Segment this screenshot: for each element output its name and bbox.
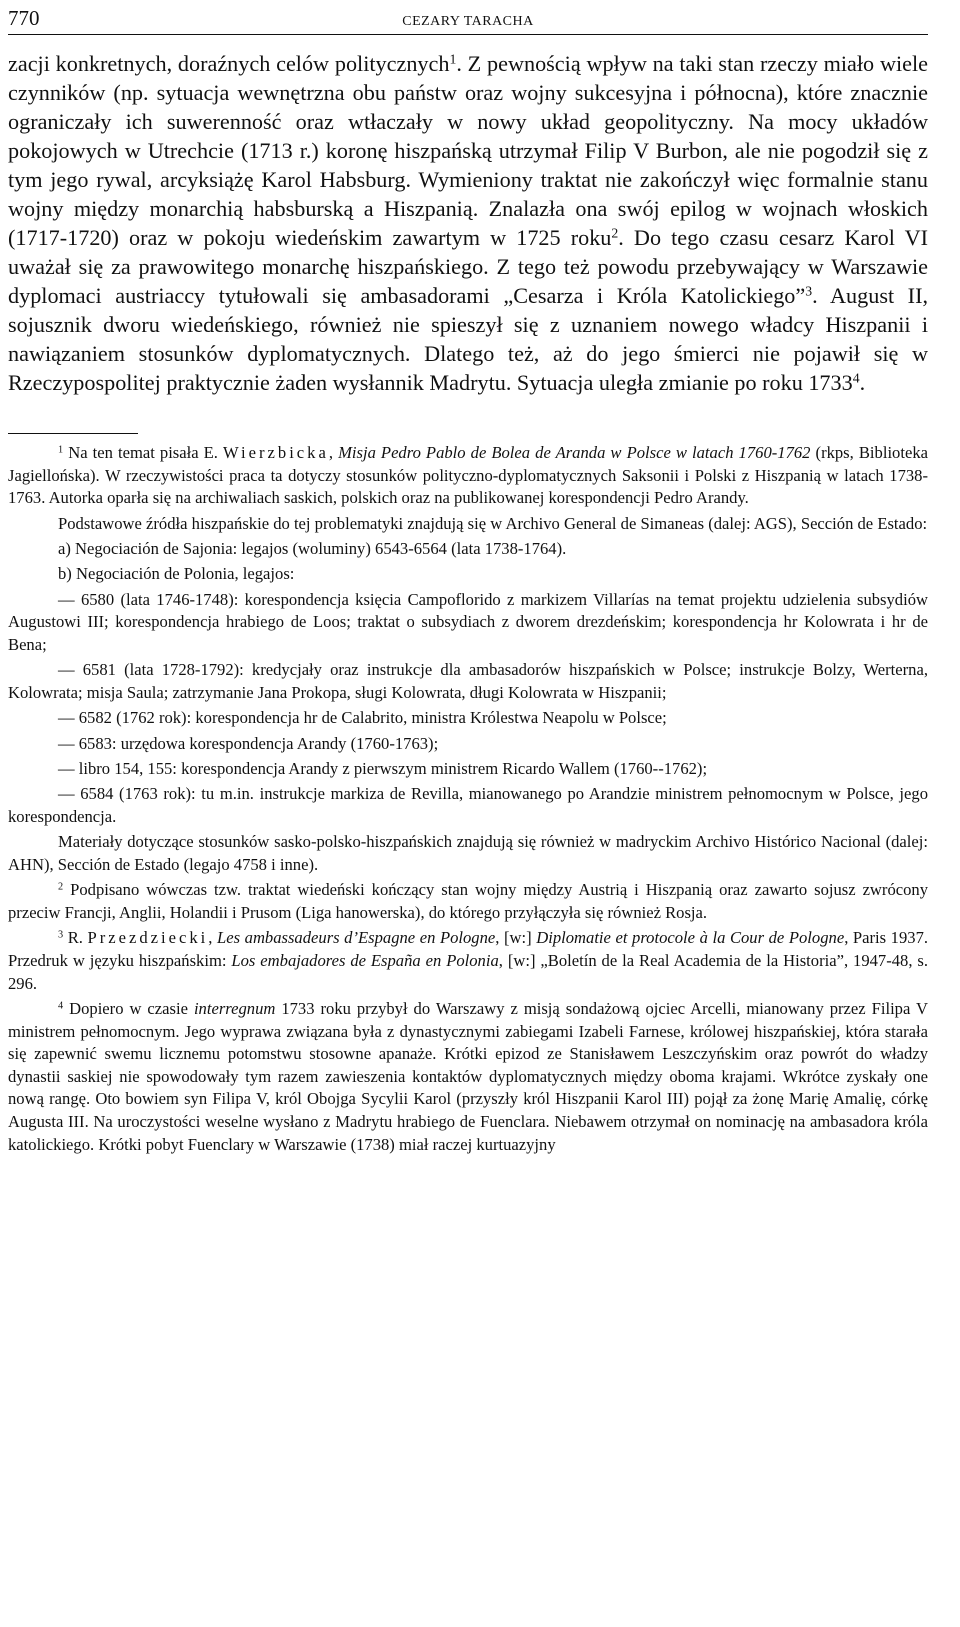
- body-text-segment: . Do tego czasu cesarz Karol VI uważał się za prawowitego monarchę hiszpańskiego. Z tego też powodu przebywający w Warszawie dyplomaci austriaccy tytułowali się ambasadorami „Cesarza i Króla Katolickiego”: [8, 225, 928, 308]
- footnote-text: Podpisano wówczas tzw. traktat wiedeński kończący stan wojny między Austrią i Hiszpanią oraz zawarto sojusz zwrócony przeciw Francji, Anglii, Holandii i Prusom (Liga hanowerska), do którego przyłączyła się również Rosja.: [8, 880, 928, 923]
- body-paragraph: [8, 49, 928, 397]
- footnote-list-item: — 6581 (lata 1728-1792): kredycjały oraz instrukcje dla ambasadorów hiszpańskich w Polsce; instrukcje Bolzy, Werterna, Kolowrata; misja Saula; zatrzymanie Jana Prokopa, sługi Kolowrata, długi Kolowrata w Hiszpanii;: [8, 660, 928, 702]
- footnote-text: 1733 roku przybył do Warszawy z misją sondażową ojciec Arcelli, mianowany przez Filipa V ministrem pełnomocnym. Jego wyprawa związana była z dynastycznymi zabiegami Izabeli Farnese, królowej hiszpańskiej, która starała się zapewnić swemu licznemu potomstwu stosowne apanaże. Krótki epizod ze Stanisławem Leszczyńskim oraz powrót do władzy dynastii saskiej nie spowodowały tym razem zawieszenia kontaktów dyplomatycznych między oboma krajami. Wkrótce zyskały one nową rangę. Oto bowiem syn Filipa V, król Obojga Sycylii Karol (przyszły król Hiszpanii Karol III) pojął za żonę Marię Amalię, córkę Augusta III. Na uroczystości weselne wysłano z Madrytu hrabiego de Fuenclara. Niebawem otrzymał on nominację na ambasadora króla katolickiego. Krótki pobyt Fuenclary w Warszawie (1738) miał raczej kurtuazyjny: [8, 999, 928, 1154]
- footnote-text: , [w:] „Boletín de la Real Academia de la Historia”, 1947-48, s. 296.: [8, 951, 929, 993]
- footnote-2: [8, 879, 928, 924]
- footnote-author: Wierzbicka: [223, 443, 329, 462]
- body-text-segment: . Z pewnością wpływ na taki stan rzeczy miało wiele czynników (np. sytuacja wewnętrzna obu państw oraz wojny sukcesyjna i północna), które znacznie ograniczały ich suwerenność oraz wtłaczały w nowy układ geopolityczny. Na mocy układów pokojowych w Utrechcie (1713 r.) koronę hiszpańską utrzymał Filip V Burbon, ale nie pogodził się z tym jego rywal, arcyksiążę Karol Habsburg. Wymieniony traktat nie zakończył więc formalnie stanu wojny między monarchią habsburską a Hiszpanią. Znalazła ona swój epilog w wojnach włoskich (1717-1720) oraz w pokoju wiedeńskim zawartym w 1725 roku: [8, 51, 928, 250]
- footnote-work-title: Les ambassadeurs d’Espagne en Pologne: [217, 928, 496, 948]
- footnote-list-item: b) Negociación de Polonia, legajos:: [58, 564, 295, 584]
- footnote-text: , Paris 1937. Przedruk w języku hiszpańskim:: [8, 928, 929, 971]
- body-text-segment: . August II, sojusznik dworu wiedeńskiego, również nie spieszył się z uznaniem nowego władcy Hiszpanii i nawiązaniem stosunków dyplomatycznych. Dlatego też, aż do jego śmierci nie pojawił się w Rzeczypospolitej praktycznie żaden wysłannik Madrytu. Sytuacja uległa zmianie po roku 1733: [8, 283, 929, 395]
- footnote-work-title: Los embajadores de España en Polonia: [231, 951, 499, 971]
- running-head: CEZARY TARACHA: [402, 14, 534, 29]
- body-text-segment: zacji konkretnych, doraźnych celów politycznych: [8, 51, 450, 76]
- footnote-number: 2: [58, 881, 64, 893]
- footnote-list-item: — 6583: urzędowa korespondencja Arandy (1760-1763);: [58, 733, 439, 753]
- footnotes-section: [8, 442, 928, 1156]
- footnote-list-item: — 6584 (1763 rok): tu m.in. instrukcje markiza de Revilla, mianowanego po Arandzie ministrem pełnomocnym w Polsce, jego korespondencja.: [8, 784, 928, 827]
- footnote-1: [8, 442, 928, 510]
- footnote-1-paragraph: Podstawowe źródła hiszpańskie do tej problematyki znajdują się w Archivo General de Simaneas (dalej: AGS), Sección de Estado:: [58, 513, 928, 533]
- footnote-text: ,: [328, 443, 339, 462]
- page-number: 770: [8, 6, 40, 30]
- footnote-author: Przezdziecki: [87, 928, 209, 948]
- footnote-list-item: — 6582 (1762 rok): korespondencja hr de Calabrito, ministra Królestwa Neapolu w Polsce;: [58, 708, 667, 728]
- footnote-ref-4[interactable]: 4: [852, 370, 860, 386]
- footnote-3: [8, 927, 928, 995]
- page-header: [8, 6, 928, 35]
- footnote-text: R.: [63, 928, 88, 948]
- footnote-4: [8, 998, 928, 1156]
- footnote-ref-3[interactable]: 3: [805, 283, 813, 299]
- footnote-ref-2[interactable]: 2: [611, 225, 619, 241]
- footnote-text: (rkps, Biblioteka Jagiellońska). W rzeczywistości praca ta dotyczy stosunków polityczno-dyplomatycznych Saksonii i Polski z Hiszpanią w latach 1738-1763. Autorka oparła się na archiwaliach saskich, polskich oraz na publikowanej korespondencji Pedro Arandy.: [8, 443, 928, 508]
- body-text-segment: .: [859, 370, 866, 395]
- footnote-list-item: — 6580 (lata 1746-1748): korespondencja księcia Campoflorido z markizem Villarías na temat projektu udzielenia subsydiów Augustowi III; korespondencja hrabiego de Loos; traktat o subsydiach z dworem drezdeńskim; korespondencja hr Kolowrata i hr de Bena;: [8, 589, 928, 654]
- footnote-number: 3: [58, 929, 64, 941]
- footnote-work-title: Misja Pedro Pablo de Bolea de Aranda w Polsce w latach 1760-1762: [338, 443, 811, 462]
- footnote-text: , [w:]: [495, 928, 537, 948]
- footnote-italic-term: interregnum: [193, 999, 276, 1019]
- footnote-ref-1[interactable]: 1: [449, 51, 457, 67]
- footnote-list-item: — libro 154, 155: korespondencja Arandy z pierwszym ministrem Ricardo Wallem (1760--1762);: [58, 759, 708, 779]
- footnote-text: Na ten temat pisała E.: [63, 443, 224, 462]
- footnote-text: Dopiero w czasie: [63, 999, 194, 1019]
- footnote-1-paragraph: Materiały dotyczące stosunków sasko-polsko-hiszpańskich znajdują się również w madryckim Archivo Histórico Nacional (dalej: AHN), Sección de Estado (legajo 4758 i inne).: [8, 832, 928, 875]
- footnote-work-title: Diplomatie et protocole à la Cour de Pologne: [536, 928, 845, 948]
- footnote-text: ,: [208, 928, 218, 948]
- footnote-list-item: a) Negociación de Sajonia: legajos (woluminy) 6543-6564 (lata 1738-1764).: [58, 538, 567, 558]
- footnote-number: 1: [58, 444, 64, 456]
- footnote-number: 4: [58, 1000, 64, 1012]
- footnote-separator: [8, 433, 138, 434]
